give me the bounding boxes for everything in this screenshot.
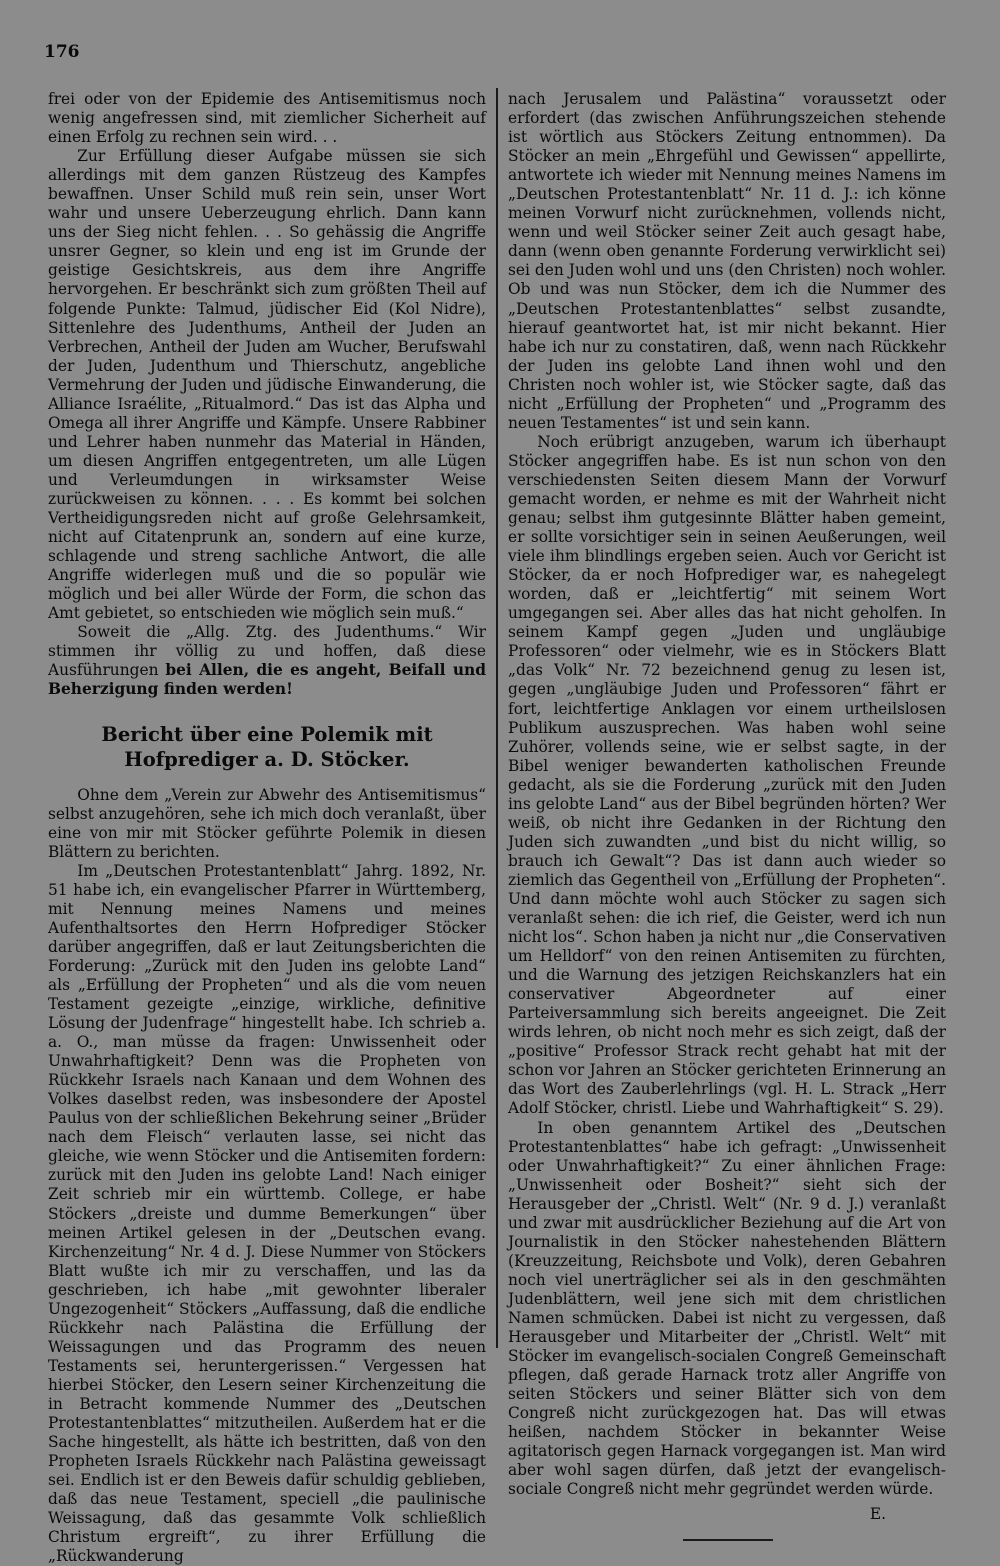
- column-divider: [496, 88, 498, 1348]
- right-column: [508, 90, 946, 1541]
- paragraph: Zur Erfüllung dieser Aufgabe müssen sie sich allerdings mit dem ganzen Rüstzeug des Kampfes bewaffnen. Unser Schild muß rein sein, unser Wort wahr und unsere Ueberzeugung ehrlich. Dann kann uns der Sieg nicht fehlen. . . So gehässig die Angriffe unsrer Gegner, so klein und eng ist im Grunde der geistige Gesichtskreis, aus dem ihre Angriffe hervorgehen. Er beschränkt sich zum größten Theil auf folgende Punkte: Talmud, jüdischer Eid (Kol Nidre), Sittenlehre des Judenthums, Antheil der Juden an Verbrechen, Antheil der Juden am Wucher, Berufswahl der Juden, Judenthum und Thierschutz, angebliche Vermehrung der Juden und jüdische Einwanderung, die Alliance Israélite, „Ritualmord.“ Das ist das Alpha und Omega all ihrer Angriffe und Kämpfe. Unsere Rabbiner und Lehrer haben nunmehr das Material in Händen, um diesen Angriffen entgegentreten, um alle Lügen und Verleumdungen in wirksamster Weise zurückweisen zu können. . . . Es kommt bei solchen Vertheidigungsreden nicht auf große Gelehrsamkeit, nicht auf Citatenprunk an, sondern auf eine kurze, schlagende und streng sachliche Antwort, die alle Angriffe widerlegen muß und die so populär wie möglich und bei aller Würde der Form, die schon das Amt gebietet, so entschieden wie möglich sein muß.“: [48, 147, 486, 623]
- paragraph: frei oder von der Epidemie des Antisemitismus noch wenig angefressen sind, mit ziemlicher Sicherheit auf einen Erfolg zu rechnen sein wird. . .: [48, 90, 486, 147]
- paragraph: Im „Deutschen Protestantenblatt“ Jahrg. 1892, Nr. 51 habe ich, ein evangelischer Pfarrer in Württemberg, mit Nennung meines Namens und meines Aufenthaltsortes den Herrn Hofprediger Stöcker darüber angegriffen, daß er laut Zeitungsberichten die Forderung: „Zurück mit den Juden ins gelobte Land“ als „Erfüllung der Propheten“ und als die vom neuen Testament gezeigte „einzige, wirkliche, definitive Lösung der Judenfrage“ hingestellt habe. Ich schrieb a. a. O., man müsse da fragen: Unwissenheit oder Unwahrhaftigkeit? Denn was die Propheten von Rückkehr Israels nach Kanaan und dem Wohnen des Volkes daselbst reden, was insbesondere der Apostel Paulus von der schließlichen Bekehrung seiner „Brüder nach dem Fleisch“ verlauten lasse, sei nicht das gleiche, wie wenn Stöcker und die Antisemiten fordern: zurück mit den Juden ins gelobte Land! Nach einiger Zeit schrieb mir ein württemb. College, er habe Stöckers „dreiste und dumme Bemerkungen“ über meinen Artikel gelesen in der „Deutschen evang. Kirchenzeitung“ Nr. 4 d. J. Diese Nummer von Stöckers Blatt wußte ich mir zu verschaffen, und las da geschrieben, ich habe „mit gewohnter liberaler Ungezogenheit“ Stöckers „Auffassung, daß die endliche Rückkehr nach Palästina die Erfüllung der Weissagungen und das Programm des neuen Testaments sei, heruntergerissen.“ Vergessen hat hierbei Stöcker, den Lesern seiner Kirchenzeitung die in Betracht kommende Nummer des „Deutschen Protestantenblattes“ mitzutheilen. Außerdem hat er die Sache hingestellt, als hätte ich bestritten, daß von den Propheten Israels Rückkehr nach Palästina geweissagt sei. Endlich ist er den Beweis dafür schuldig geblieben, daß das neue Testament, speciell „die paulinische Weissagung, daß das gesammte Volk schließlich Christum ergreift“, zu ihrer Erfüllung die „Rückwanderung: [48, 861, 486, 1566]
- author-signature: E.: [869, 1505, 886, 1524]
- paragraph: In oben genanntem Artikel des „Deutschen Protestantenblattes“ habe ich gefragt: „Unwissenheit oder Unwahrhaftigkeit?“ Zu einer ähnlichen Frage: „Unwissenheit oder Bosheit?“ sieht sich der Herausgeber der „Christl. Welt“ (Nr. 9 d. J.) veranlaßt und zwar mit ausdrücklicher Beziehung auf die Art von Journalistik in den Stöcker nahestehenden Blättern (Kreuzzeitung, Reichsbote und Volk), deren Gebahren noch viel unerträglicher sei als in den geschmähten Judenblättern, weil jene sich mit dem christlichen Namen schmücken. Dabei ist nicht zu vergessen, daß Herausgeber und Mitarbeiter der „Christl. Welt“ mit Stöcker im evangelisch-socialen Congreß Gemeinschaft pflegen, daß gerade Harnack trotz aller Angriffe von seiten Stöckers und seiner Blätter sich von dem Congreß nicht zurückgezogen hat. Das will etwas heißen, nachdem Stöcker in bekannter Weise agitatorisch gegen Harnack vorgegangen ist. Man wird aber wohl sagen dürfen, daß jetzt der evangelisch-sociale Congreß nicht mehr gegründet werden würde.: [508, 1118, 946, 1499]
- page-number: 176: [44, 42, 80, 62]
- paragraph: nach Jerusalem und Palästina“ voraussetzt oder erfordert (das zwischen Anführungszeichen stehende ist wörtlich aus Stöckers Zeitung entnommen). Da Stöcker an mein „Ehrgefühl und Gewissen“ appellirte, antwortete ich wieder mit Nennung meines Namens im „Deutschen Protestantenblatt“ Nr. 11 d. J.: ich könne meinen Vorwurf nicht zurücknehmen, vollends nicht, wenn und weil Stöcker seiner Zeit auch gesagt habe, dann (wenn oben genannte Forderung verwirklicht sei) sei den Juden wohl und uns (den Christen) noch wohler. Ob und was nun Stöcker, dem ich die Nummer des „Deutschen Protestantenblattes“ selbst zusandte, hierauf geantwortet hat, ist mir nicht bekannt. Hier habe ich nur zu constatiren, daß, wenn nach Rückkehr der Juden ins gelobte Land ihnen wohl und den Christen noch wohler ist, wie Stöcker sagte, daß das nicht „Erfüllung der Propheten“ und „Programm des neuen Testamentes“ ist und sein kann.: [508, 90, 946, 432]
- paragraph: Noch erübrigt anzugeben, warum ich überhaupt Stöcker angegriffen habe. Es ist nun schon von den verschiedensten Seiten diesem Mann der Vorwurf gemacht worden, er nehme es mit der Wahrheit nicht genau; selbst ihm gutgesinnte Blätter haben gemeint, er sollte vorsichtiger sein in seinen Aeußerungen, weil viele ihm blindlings ergeben seien. Auch vor Gericht ist Stöcker, da er noch Hofprediger war, es nahegelegt worden, daß er „leichtfertig“ mit seinem Wort umgegangen sei. Aber alles das hat nicht geholfen. In seinem Kampf gegen „Juden und ungläubige Professoren“ oder vielmehr, wie es in Stöckers Blatt „das Volk“ Nr. 72 bezeichnend genug zu lesen ist, gegen „ungläubige Juden und Professoren“ fährt er fort, leichtfertige Anklagen vor einem urtheilslosen Publikum auszusprechen. Was haben wohl seine Zuhörer, vollends seine, wie er selbst sagte, in der Bibel weniger bewanderten katholischen Freunde gedacht, als sie die Forderung „zurück mit den Juden ins gelobte Land“ aus der Bibel begründen hörten? Wer weiß, ob nicht ihre Gedanken in der Richtung den Juden sich zuwandten „und bist du nicht willig, so brauch ich Gewalt“? Das ist dann auch wieder so ziemlich das Gegentheil von „Erfüllung der Propheten“. Und dann möchte wohl auch Stöcker zu sagen sich veranlaßt sehen: die ich rief, die Geister, werd ich nun nicht los“. Schon haben ja nicht nur „die Conservativen um Helldorf“ von den reinen Antisemiten zu fürchten, und die Warnung des jetzigen Reichskanzlers hat ein conservativer Abgeordneter auf einer Parteiversammlung sich bereits angeeignet. Die Zeit wirds lehren, ob nicht noch mehr es sich zeigt, daß der „positive“ Professor Strack recht gehabt hat mit der schon vor Jahren an Stöcker gerichteten Erinnerung an das Wort des Zauberlehrlings (vgl. H. L. Strack „Herr Adolf Stöcker, christl. Liebe und Wahrhaftigkeit“ S. 29).: [508, 432, 946, 1118]
- closing-sentence: bei Allen, die es angeht, Beifall und Beherzigung finden werden!: [48, 661, 486, 699]
- paragraph: Ohne dem „Verein zur Abwehr des Antisemitismus“ selbst anzugehören, sehe ich mich doch veranlaßt, über eine von mir mit Stöcker geführte Polemik in diesen Blättern zu berichten.: [48, 785, 486, 861]
- left-column: [48, 90, 486, 1566]
- paragraph: [48, 623, 486, 699]
- end-rule: [683, 1539, 773, 1541]
- section-heading: Bericht über eine Polemik mit Hofprediger a. D. Stöcker.: [101, 722, 433, 771]
- paragraph-text: Soweit die „Allg. Ztg. des Judenthums.“ Wir stimmen ihr völlig zu und hoffen, daß diese Ausführungen: [48, 623, 486, 680]
